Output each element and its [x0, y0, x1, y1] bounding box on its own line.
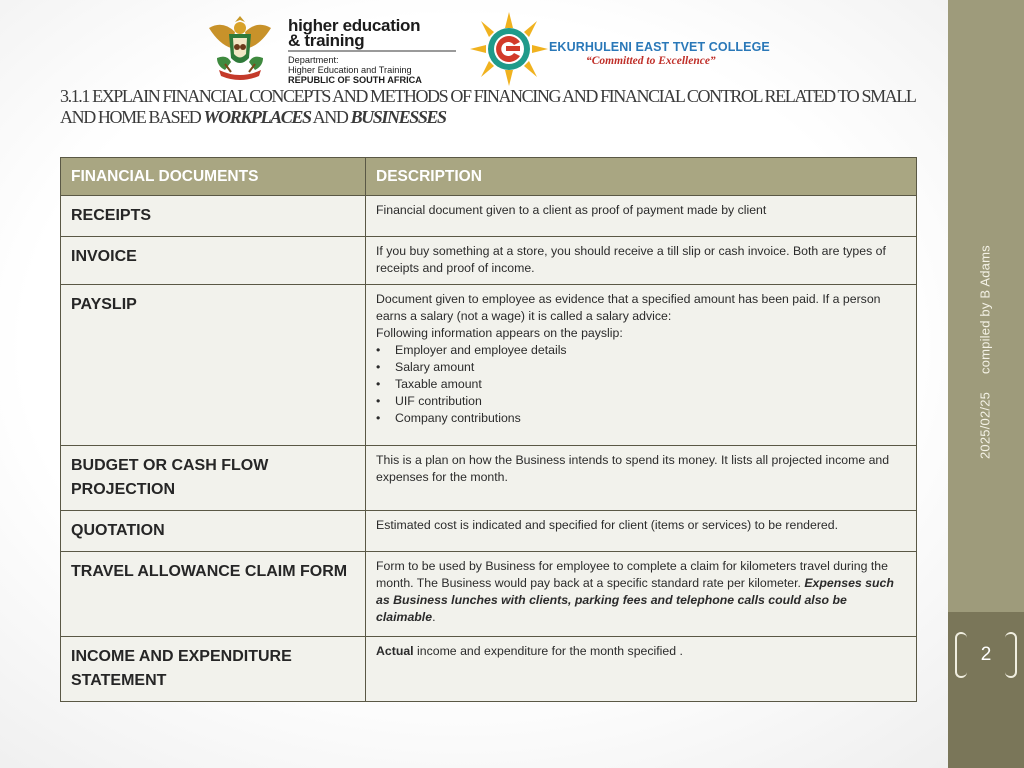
- sidebar-footer-text: [968, 245, 1002, 505]
- dhet-country: REPUBLIC OF SOUTH AFRICA: [288, 75, 422, 85]
- travel-claim-description: Form to be used by Business for employee to complete a claim for kilometers travel during the month. The Business would pay back at a specific standard rate per kilometer.: [376, 559, 888, 590]
- dhet-department-name: Higher Education and Training: [288, 65, 412, 75]
- table-row-travel-claim: [61, 552, 917, 637]
- table-row-income-statement: [61, 637, 917, 702]
- document-name: INVOICE: [61, 237, 366, 285]
- payslip-intro: Following information appears on the payslip:: [376, 326, 623, 340]
- slide-date: 2025/02/25: [977, 391, 993, 459]
- document-name: RECEIPTS: [61, 196, 366, 237]
- table-row-budget: [61, 446, 917, 511]
- financial-documents-table: [60, 157, 917, 702]
- column-header-description: DESCRIPTION: [366, 158, 917, 196]
- list-item: • Company contributions: [376, 410, 906, 427]
- document-description: Financial document given to a client as proof of payment made by client: [366, 196, 917, 237]
- college-motto: “Committed to Excellence”: [586, 55, 716, 67]
- document-name: BUDGET OR CASH FLOW PROJECTION: [61, 446, 366, 511]
- table-row-receipts: [61, 196, 917, 237]
- list-item: • Taxable amount: [376, 376, 906, 393]
- college-sun-logo: [470, 12, 548, 86]
- dhet-title-line2: & training: [288, 31, 365, 50]
- column-header-documents: FINANCIAL DOCUMENTS: [61, 158, 366, 196]
- slide-title: [60, 86, 940, 128]
- list-item: • Salary amount: [376, 359, 906, 376]
- college-name: EKURHULENI EAST TVET COLLEGE: [549, 40, 770, 54]
- list-item: • Employer and employee details: [376, 342, 906, 359]
- coat-of-arms-logo: [205, 14, 275, 80]
- document-description: This is a plan on how the Business intends to spend its money. It lists all projected income and expenses for the month.: [366, 446, 917, 511]
- slide-title-businesses: BUSINESSES: [350, 107, 446, 127]
- dhet-title-line1: higher education: [288, 16, 421, 35]
- document-description: [366, 285, 917, 446]
- document-description: [366, 637, 917, 702]
- document-name: QUOTATION: [61, 511, 366, 552]
- travel-claim-tail: .: [432, 610, 436, 624]
- document-description: [366, 552, 917, 637]
- table-header-row: [61, 158, 917, 196]
- slide-title-and: AND: [310, 107, 351, 127]
- table-row-invoice: [61, 237, 917, 285]
- document-description: If you buy something at a store, you should receive a till slip or cash invoice. Both are types of receipts and proof of income.: [366, 237, 917, 285]
- table-row-quotation: [61, 511, 917, 552]
- page-number-badge: [955, 630, 1017, 680]
- page-number: 2: [980, 644, 992, 665]
- payslip-description: Document given to employee as evidence that a specified amount has been paid. If a person earns a salary (not a wage) it is called a salary advice:: [376, 292, 881, 323]
- travel-claim-emphasis: Expenses such as Business lunches with clients, parking fees and telephone calls could also be claimable: [376, 576, 894, 624]
- dhet-department: Department:: [288, 55, 339, 65]
- table-row-payslip: [61, 285, 917, 446]
- slide-title-workplaces: WORKPLACES: [203, 107, 311, 127]
- dhet-wordmark: [288, 18, 458, 85]
- slide-title-text: 3.1.1 EXPLAIN FINANCIAL CONCEPTS AND METHODS OF FINANCING AND FINANCIAL CONTROL RELATED TO SMALL AND HOME BASED: [60, 86, 915, 127]
- list-item: • UIF contribution: [376, 393, 906, 410]
- payslip-items: [376, 342, 906, 427]
- income-statement-lead: Actual: [376, 644, 414, 658]
- slide-author: compiled by B Adams: [977, 245, 993, 374]
- document-name: PAYSLIP: [61, 285, 366, 446]
- document-name: INCOME AND EXPENDITURE STATEMENT: [61, 637, 366, 702]
- document-description: Estimated cost is indicated and specified for client (items or services) to be rendered.: [366, 511, 917, 552]
- income-statement-description: income and expenditure for the month specified .: [413, 644, 683, 658]
- document-name: TRAVEL ALLOWANCE CLAIM FORM: [61, 552, 366, 637]
